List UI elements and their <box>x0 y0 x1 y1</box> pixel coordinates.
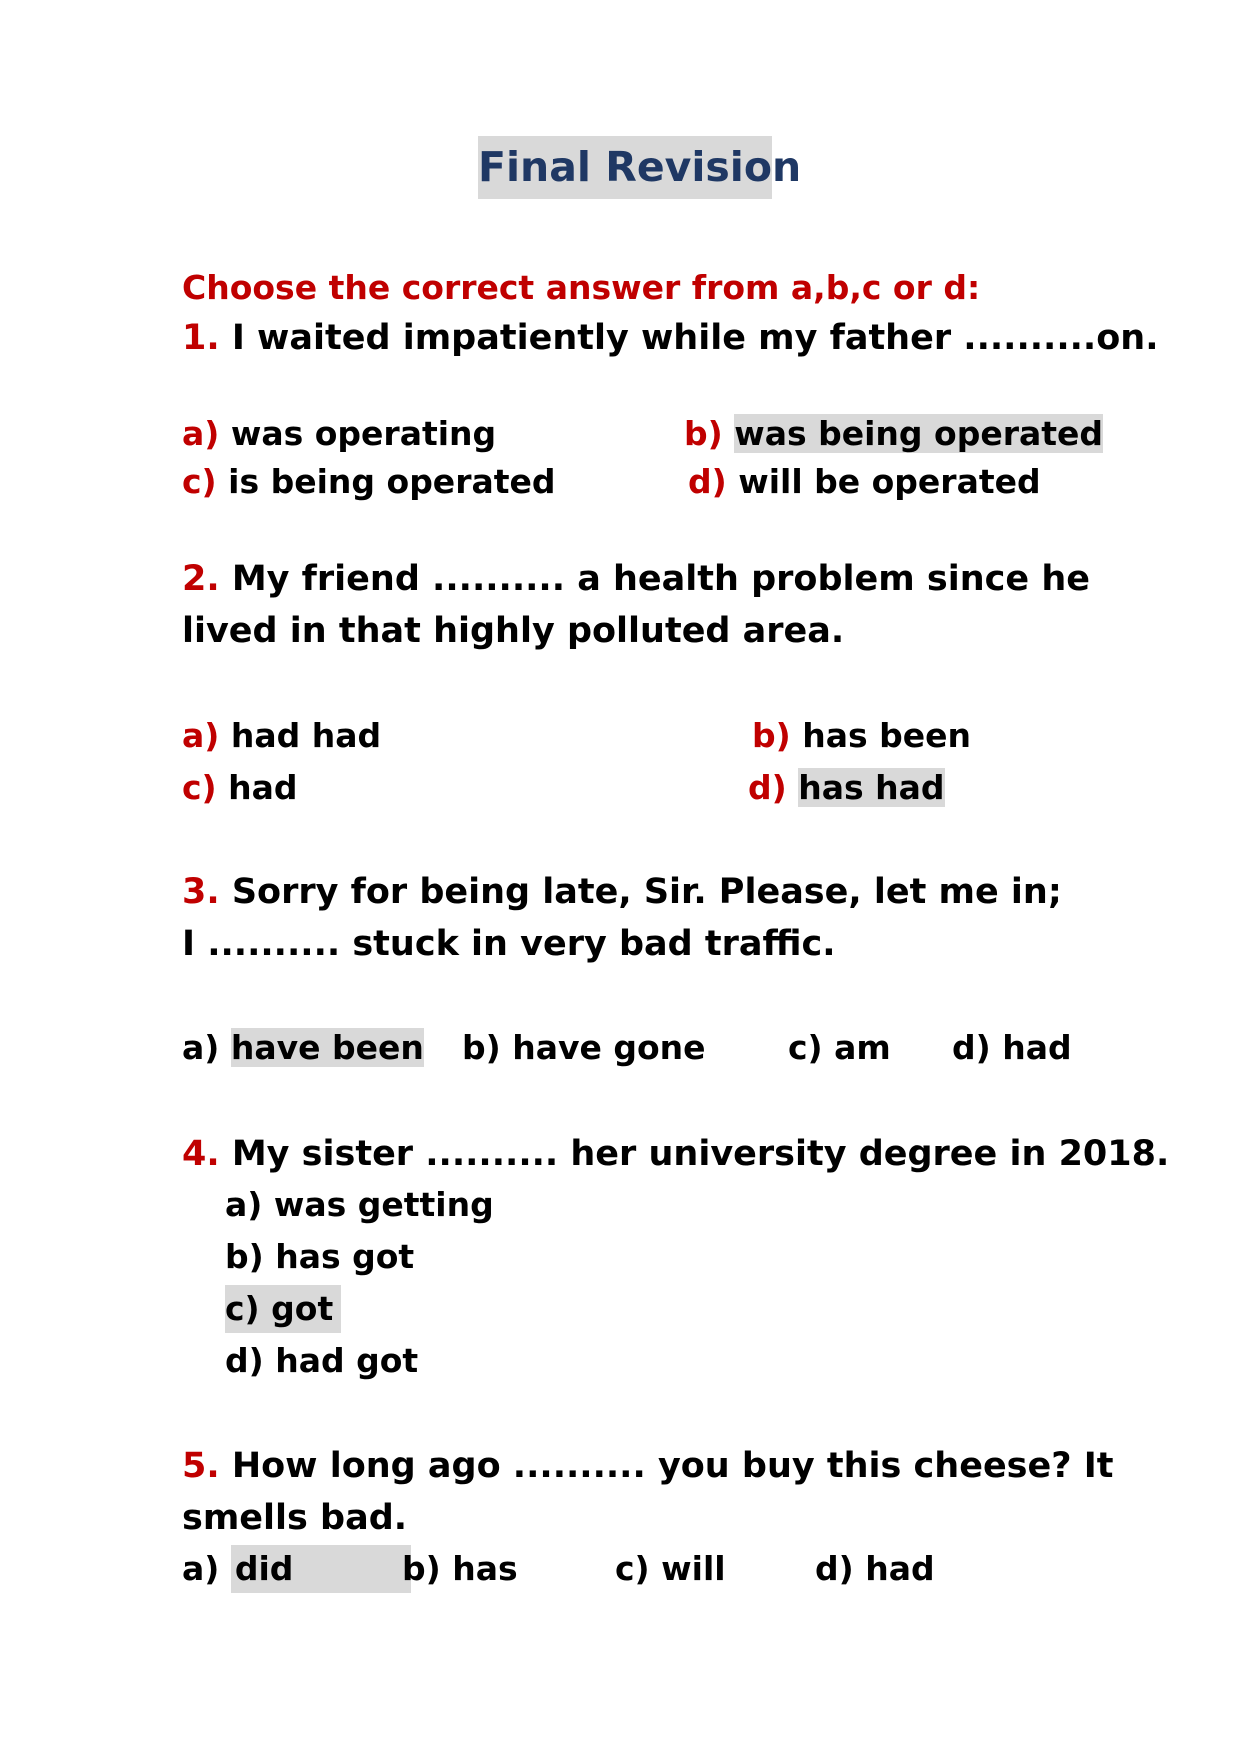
option-letter: d) <box>952 1028 991 1067</box>
option-text-highlighted: has had <box>798 768 945 807</box>
option-letter: a) <box>182 1028 220 1067</box>
question-2 <box>182 553 1090 605</box>
option-letter: d) <box>688 462 727 501</box>
question-text: My friend .......... a health problem since he <box>231 559 1090 599</box>
question-number: 4. <box>182 1134 220 1174</box>
q1-option-a[interactable] <box>182 410 496 458</box>
option-letter: b) <box>225 1237 264 1276</box>
option-letter: b) <box>752 716 791 755</box>
q3-option-d[interactable] <box>952 1024 1072 1072</box>
option-letter: d) <box>815 1549 854 1588</box>
q5-option-b[interactable] <box>402 1545 518 1593</box>
q4-option-a[interactable] <box>225 1181 494 1229</box>
option-letter: a) <box>182 414 220 453</box>
q2-option-a[interactable] <box>182 712 381 760</box>
option-text: had had <box>230 716 382 755</box>
q2-option-c[interactable] <box>182 764 298 812</box>
option-text: will be operated <box>738 462 1041 501</box>
question-text: How long ago .......... you buy this cheese? It <box>231 1446 1114 1486</box>
option-letter: c) <box>182 462 217 501</box>
q1-option-c[interactable] <box>182 458 556 506</box>
option-text: had <box>228 768 298 807</box>
q3-option-c[interactable] <box>788 1024 891 1072</box>
option-text: had <box>865 1549 935 1588</box>
question-3 <box>182 866 1062 918</box>
question-number: 1. <box>182 318 220 358</box>
option-text: am <box>834 1028 891 1067</box>
q3-option-a[interactable] <box>182 1024 424 1072</box>
question-text: Sorry for being late, Sir. Please, let me in; <box>231 872 1062 912</box>
option-text: is being operated <box>228 462 556 501</box>
option-text: have gone <box>512 1028 706 1067</box>
option-text: had <box>1002 1028 1072 1067</box>
option-letter: a) <box>182 1549 220 1588</box>
option-letter: b) <box>402 1549 441 1588</box>
question-5 <box>182 1440 1114 1492</box>
question-text: I waited impatiently while my father ..........on. <box>231 318 1159 358</box>
question-number: 5. <box>182 1446 220 1486</box>
question-2-line-2: lived in that highly polluted area. <box>182 611 845 651</box>
option-text-highlighted: did <box>231 1545 411 1593</box>
option-letter: c) <box>615 1549 650 1588</box>
question-5-line-2: smells bad. <box>182 1498 408 1538</box>
q5-option-d[interactable] <box>815 1545 935 1593</box>
q4-option-c[interactable] <box>225 1285 341 1333</box>
question-4 <box>182 1128 1169 1180</box>
question-number: 2. <box>182 559 220 599</box>
option-text-highlighted: have been <box>230 1028 424 1067</box>
instruction-text: Choose the correct answer from a,b,c or d: <box>182 268 981 307</box>
option-letter: c) <box>225 1289 260 1328</box>
q1-option-b[interactable] <box>684 410 1103 458</box>
option-text: had got <box>275 1341 419 1380</box>
option-text: has been <box>802 716 971 755</box>
q2-option-d[interactable] <box>748 764 945 812</box>
q4-option-b[interactable] <box>225 1233 414 1281</box>
option-text: will <box>661 1549 726 1588</box>
question-3-line-2: I .......... stuck in very bad traffic. <box>182 924 836 964</box>
option-text: has got <box>275 1237 415 1276</box>
option-letter: c) <box>182 768 217 807</box>
question-number: 3. <box>182 872 220 912</box>
option-text-highlighted: was being operated <box>734 414 1104 453</box>
option-text: was operating <box>230 414 497 453</box>
page-title: Final Revision <box>478 136 772 199</box>
q5-option-a[interactable] <box>182 1545 411 1593</box>
q2-option-b[interactable] <box>752 712 971 760</box>
option-letter: d) <box>748 768 787 807</box>
option-text: has <box>452 1549 518 1588</box>
option-text-highlighted: got <box>271 1289 334 1328</box>
question-1 <box>182 312 1159 364</box>
q3-option-b[interactable] <box>462 1024 706 1072</box>
option-letter: a) <box>225 1185 263 1224</box>
option-letter: d) <box>225 1341 264 1380</box>
option-text: was getting <box>273 1185 494 1224</box>
q1-option-d[interactable] <box>688 458 1041 506</box>
q4-option-d[interactable] <box>225 1337 418 1385</box>
q5-option-c[interactable] <box>615 1545 726 1593</box>
option-letter: b) <box>684 414 723 453</box>
question-text: My sister .......... her university degree in 2018. <box>231 1134 1170 1174</box>
option-letter: b) <box>462 1028 501 1067</box>
option-letter: c) <box>788 1028 823 1067</box>
option-letter: a) <box>182 716 220 755</box>
